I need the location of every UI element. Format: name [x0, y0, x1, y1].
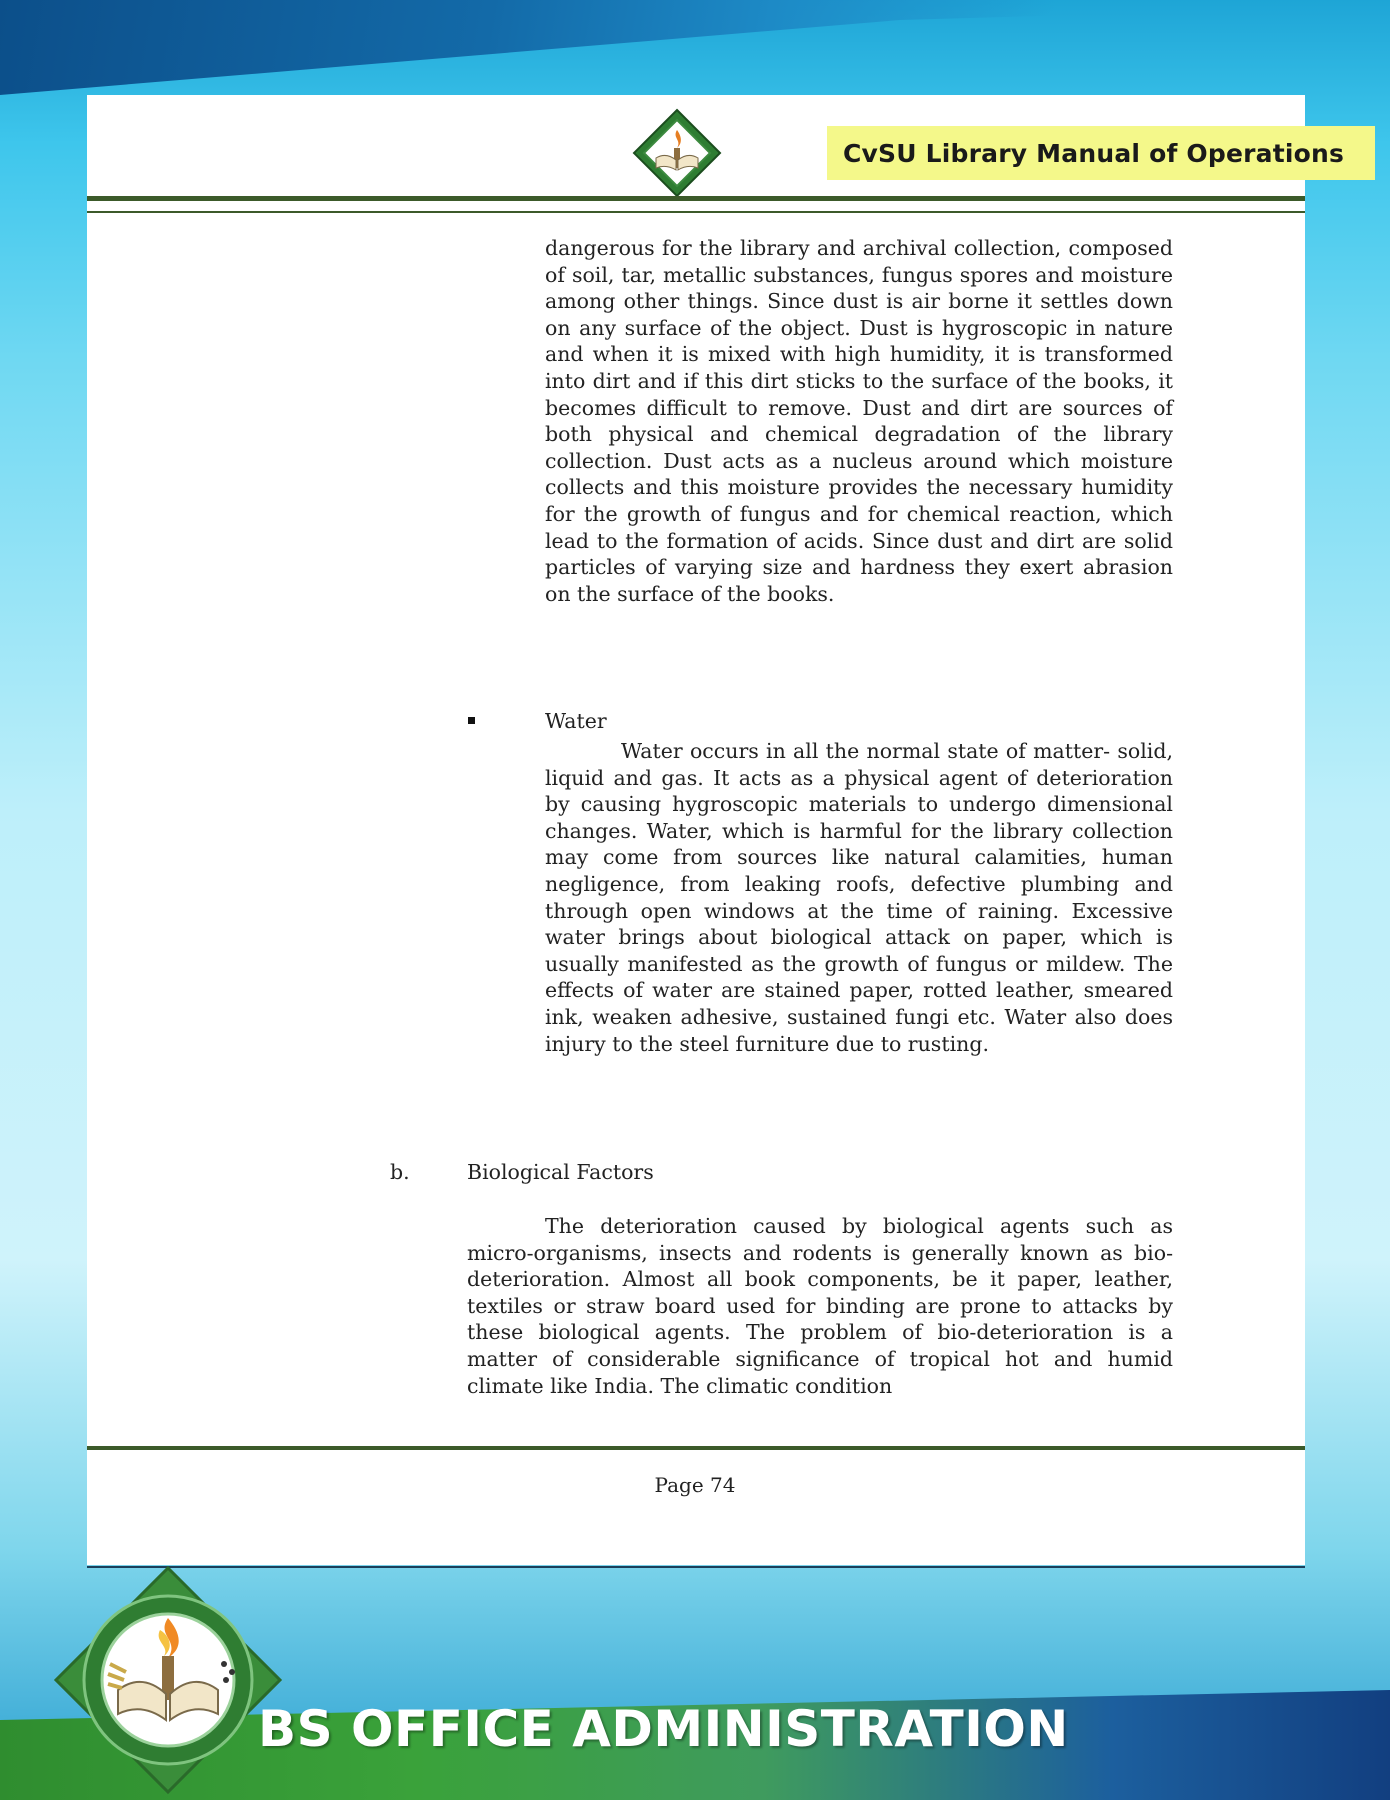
water-heading: Water [545, 709, 607, 733]
footer-rule [87, 1446, 1305, 1450]
section-b-label: b. [390, 1160, 410, 1184]
water-paragraph: Water occurs in all the normal state of matter- solid, liquid and gas. It acts as a physical agent of deterioration by causing hygroscopic materials to undergo dimensional changes. Water, which is harmful for the library collection may come from sources like natural calamities, human negligence, from leaking roofs, defective plumbing and through open windows at the time of raining. Excessive water brings about biological attack on paper, which is usually manifested as the growth of fungus or mildew. The effects of water are stained paper, rotted leather, smeared ink, weaken adhesive, sustained fungi etc. Water also does injury to the steel furniture due to rusting. [545, 739, 1173, 1056]
header-title-badge [827, 126, 1375, 180]
section-b-heading: Biological Factors [467, 1160, 654, 1184]
header-title: CvSU Library Manual of Operations [843, 138, 1345, 168]
header-rule-thick [87, 196, 1305, 201]
cvsu-logo-icon [632, 108, 722, 198]
page-number: Page 74 [654, 1473, 736, 1497]
biological-paragraph: The deterioration caused by biological agents such as micro-organisms, insects and rodents is generally known as bio-deterioration. Almost all book components, be it paper, leather, textiles or straw board used for binding are prone to attacks by these biological agents. The problem of bio-deterioration is a matter of considerable significance of tropical hot and humid climate like India. The climatic condition [467, 1214, 1173, 1398]
university-seal-icon [48, 1560, 288, 1800]
dust-paragraph: dangerous for the library and archival collection, composed of soil, tar, metallic substances, fungus spores and moisture among other things. Since dust is air borne it settles down on any surface of the object. Dust is hygroscopic in nature and when it is mixed with high humidity, it is transformed into dirt and if this dirt sticks to the surface of the books, it becomes difficult to remove. Dust and dirt are sources of both physical and chemical degradation of the library collection. Dust acts as a nucleus around which moisture collects and this moisture provides the necessary humidity for the growth of fungus and for chemical reaction, which lead to the formation of acids. Since dust and dirt are solid particles of varying size and hardness they exert abrasion on the surface of the books. [545, 236, 1173, 606]
program-title: BS OFFICE ADMINISTRATION [258, 1700, 1069, 1758]
top-decorative-band [0, 0, 1390, 100]
header-rule-thin [87, 211, 1305, 213]
bullet-square-icon [468, 717, 475, 724]
